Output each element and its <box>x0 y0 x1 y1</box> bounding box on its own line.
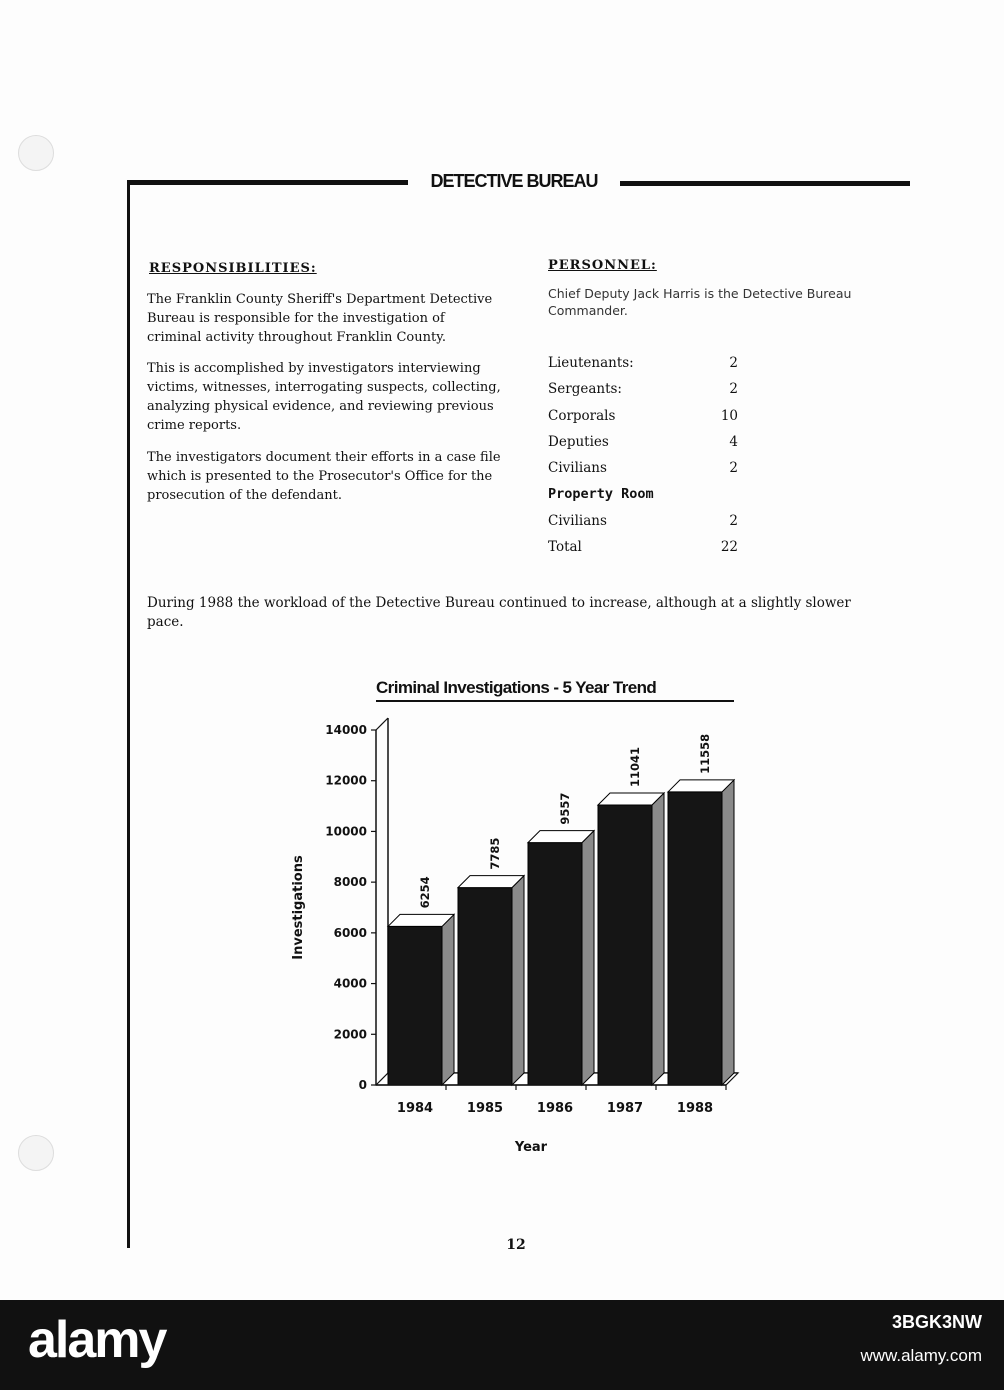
roster-value: 2 <box>729 460 738 477</box>
roster-label: Sergeants: <box>548 381 622 398</box>
roster-value: 22 <box>720 539 738 556</box>
bar-side <box>582 831 594 1085</box>
bar-front <box>388 926 442 1085</box>
roster-row <box>548 429 748 455</box>
bar-top <box>598 793 664 805</box>
investigations-bar-chart <box>280 705 780 1175</box>
roster-value: 10 <box>720 407 738 424</box>
roster-label: Corporals <box>548 407 616 424</box>
workload-summary: During 1988 the workload of the Detective Bureau continued to increase, although at a slightly slower pace. <box>147 595 851 630</box>
x-tick-label: 1986 <box>536 1101 574 1116</box>
y-axis-label: Investigations <box>291 855 306 960</box>
y-tick-label: 14000 <box>325 723 367 737</box>
roster-subheading-row <box>548 481 748 507</box>
bar-data-label: 11558 <box>698 733 712 774</box>
bar-front <box>668 792 722 1085</box>
roster-label: Lieutenants: <box>548 355 634 371</box>
responsibilities-paragraph: The Franklin County Sheriff's Department Detective Bureau is responsible for the investigation of criminal activity throughout Franklin County. <box>147 292 493 345</box>
roster-row <box>548 350 748 376</box>
responsibilities-heading: RESPONSIBILITIES: <box>149 261 317 276</box>
roster-value: 2 <box>729 355 738 371</box>
bar-side <box>722 780 734 1085</box>
x-tick-label: 1987 <box>606 1101 644 1116</box>
personnel-roster <box>548 350 748 560</box>
x-tick-label: 1988 <box>676 1101 714 1116</box>
image-id: 3BGK3NW <box>891 1312 982 1332</box>
x-axis-label: Year <box>514 1140 548 1155</box>
header-rule-left <box>128 180 408 185</box>
personnel-heading: PERSONNEL: <box>548 258 657 273</box>
roster-label: Deputies <box>548 433 609 450</box>
chart-title-underline <box>376 700 734 702</box>
x-tick-label: 1984 <box>396 1101 434 1116</box>
personnel-note: Chief Deputy Jack Harris is the Detective Bureau Commander. <box>548 286 852 318</box>
roster-label: Total <box>548 539 582 556</box>
bar-top <box>388 914 454 926</box>
y-tick-label: 6000 <box>333 925 367 940</box>
bar-front <box>458 888 512 1085</box>
margin-rule <box>127 180 130 1248</box>
roster-row <box>548 508 748 534</box>
roster-label: Civilians <box>548 512 607 529</box>
responsibilities-paragraph: The investigators document their efforts in a case file which is presented to the Prosecutor's Office for the prosecution of the defendant. <box>147 450 501 503</box>
page-number: 12 <box>506 1237 526 1253</box>
y-tick-label: 4000 <box>333 976 367 991</box>
bar-side <box>512 876 524 1085</box>
binder-hole <box>18 135 54 171</box>
y-tick-label: 2000 <box>333 1027 367 1042</box>
y-tick-label: 0 <box>358 1078 367 1092</box>
y-axis-depth-edge <box>376 718 388 730</box>
responsibilities-paragraph: This is accomplished by investigators interviewing victims, witnesses, interrogating suspects, collecting, analyzing physical evidence, and reviewing previous crime reports. <box>147 361 501 433</box>
bar-side <box>442 914 454 1085</box>
roster-value: 2 <box>729 381 738 398</box>
roster-value: 4 <box>729 433 738 450</box>
bar-front <box>528 843 582 1085</box>
bar-top <box>668 780 734 792</box>
roster-total-row <box>548 534 748 560</box>
property-room-heading: Property Room <box>548 486 654 503</box>
watermark-url: www.alamy.com <box>860 1346 982 1365</box>
alamy-logo: alamy <box>28 1311 166 1369</box>
roster-row <box>548 403 748 429</box>
roster-row <box>548 455 748 481</box>
roster-value: 2 <box>729 512 738 529</box>
bar-front <box>598 805 652 1085</box>
binder-hole <box>18 1135 54 1171</box>
header-rule-right <box>620 181 910 186</box>
bar-data-label: 6254 <box>418 876 432 909</box>
chart-title: Criminal Investigations - 5 Year Trend <box>376 678 657 697</box>
bar-data-label: 9557 <box>558 792 572 825</box>
roster-row <box>548 376 748 402</box>
section-title: DETECTIVE BUREAU <box>430 171 598 191</box>
bar-data-label: 11041 <box>628 747 642 788</box>
bar-side <box>652 793 664 1085</box>
bar-top <box>528 831 594 843</box>
x-tick-label: 1985 <box>466 1101 504 1116</box>
bar-data-label: 7785 <box>488 837 502 870</box>
y-tick-label: 10000 <box>325 824 367 839</box>
y-tick-label: 12000 <box>325 773 367 788</box>
roster-label: Civilians <box>548 460 607 477</box>
bar-top <box>458 876 524 888</box>
y-tick-label: 8000 <box>333 875 367 890</box>
